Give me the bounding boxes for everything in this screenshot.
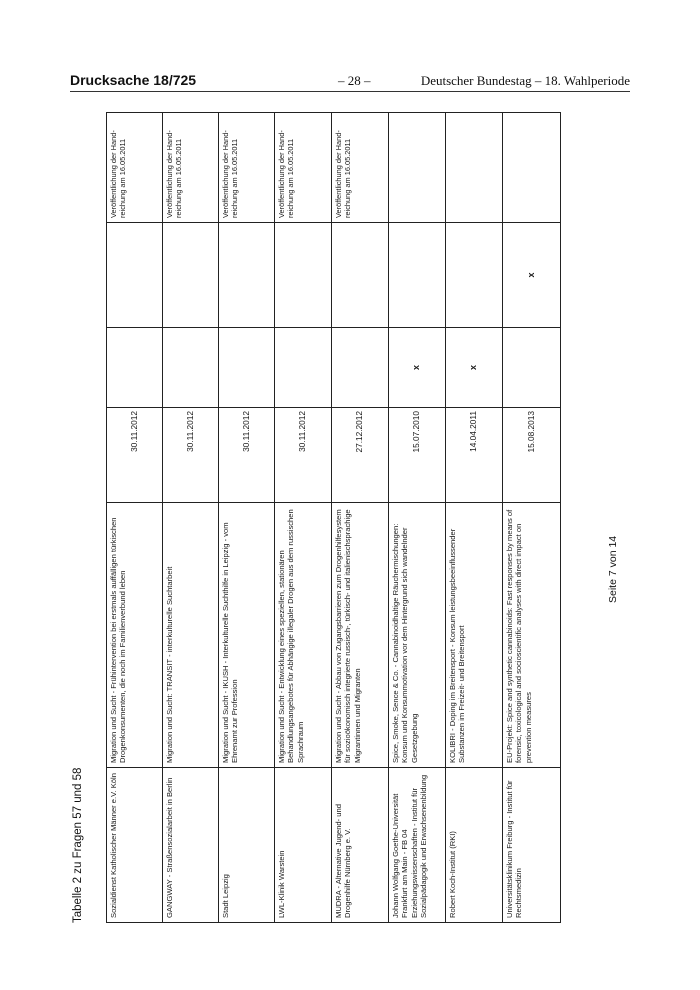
project-cell: Migration und Sucht - Abbau von Zugangsbarrieren zum Drogenhilfesystem für sozioökonomisch integrierte russisch-, türkisch- und italienischsprachige Migrantinnen und Migranten xyxy=(332,503,389,768)
institution-cell: Stadt Leipzig xyxy=(219,768,275,923)
mark-cell xyxy=(163,223,219,328)
mark-cell xyxy=(332,328,389,408)
project-cell: Migration und Sucht - Frühintervention bei erstmals auffälligen türkischen Drogenkonsumenten, die noch im Familienverbund leben xyxy=(107,503,163,768)
table-row xyxy=(275,113,332,923)
table-row xyxy=(389,113,446,923)
table-row xyxy=(446,113,503,923)
mark-cell xyxy=(332,223,389,328)
institution-cell: Universitätsklinikum Freiburg - Institut für Rechtsmedizin xyxy=(503,768,561,923)
institution-cell: LWL-Klinik Warstein xyxy=(275,768,332,923)
date-cell: 14.04.2011 xyxy=(446,408,503,503)
project-cell: Migration und Sucht - Entwicklung eines speziellen, stationären Behandlungsangebotes für Abhängige illegaler Drogen aus dem russischen Sprachraum xyxy=(275,503,332,768)
project-cell: Spice, Smoke, Sence & Co. - Cannabinoidhaltige Räuchermischungen: Konsum und Konsummotivation vor dem Hintergrund sich wandelnder Gesetzgebung xyxy=(389,503,446,768)
note-cell: Veröffentlichung der Hand-reichung am 16.05.2011 xyxy=(219,113,275,223)
institution-cell: Sozialdienst Katholischer Männer e.V. Köln xyxy=(107,768,163,923)
date-cell: 15.07.2010 xyxy=(389,408,446,503)
mark-cell xyxy=(389,223,446,328)
note-cell xyxy=(389,113,446,223)
date-cell: 30.11.2012 xyxy=(219,408,275,503)
table-row xyxy=(332,113,389,923)
note-cell xyxy=(446,113,503,223)
institution-cell: Robert Koch-Institut (RKI) xyxy=(446,768,503,923)
mark-cell xyxy=(275,223,332,328)
mark-cell xyxy=(107,328,163,408)
institution-cell: Johann Wolfgang Goethe-Universität Frankfurt am Main - FB 04 Erziehungswissenschaften - Institut für Sozialpädagogik und Erwachsenenbildung xyxy=(389,768,446,923)
table-row xyxy=(107,113,163,923)
institution-cell: MUDRA - Alternative Jugend- und Drogenhilfe Nürnberg e. V. xyxy=(332,768,389,923)
project-cell: KOLIBRI - Doping im Breitensport - Konsum leistungsbeeinflussender Substanzen im Freizeit- und Breitensport xyxy=(446,503,503,768)
table-row xyxy=(219,113,275,923)
date-cell: 30.11.2012 xyxy=(163,408,219,503)
table-row xyxy=(503,113,561,923)
publisher-label: Deutscher Bundestag – 18. Wahlperiode xyxy=(420,73,630,88)
date-cell: 27.12.2012 xyxy=(332,408,389,503)
note-cell: Veröffentlichung der Hand-reichung am 16.05.2011 xyxy=(107,113,163,223)
mark-cell: x xyxy=(389,328,446,408)
document-label: Drucksache 18/725 xyxy=(70,72,197,88)
project-cell: Migration und Sucht: TRANSIT - interkulturelle Suchtarbeit xyxy=(163,503,219,768)
page-footer: Seite 7 von 14 xyxy=(607,535,619,603)
mark-cell xyxy=(107,223,163,328)
date-cell: 30.11.2012 xyxy=(107,408,163,503)
note-cell: Veröffentlichung der Hand-reichung am 16.05.2011 xyxy=(163,113,219,223)
mark-cell: x xyxy=(503,223,561,328)
note-cell xyxy=(503,113,561,223)
page-number: – 28 – xyxy=(338,73,371,88)
note-cell: Veröffentlichung der Hand-reichung am 16.05.2011 xyxy=(332,113,389,223)
mark-cell xyxy=(219,223,275,328)
header-rule xyxy=(70,91,630,92)
mark-cell xyxy=(275,328,332,408)
mark-cell xyxy=(503,328,561,408)
mark-cell: x xyxy=(446,328,503,408)
project-cell: Migration und Sucht - IKUSH - Interkulturelle Suchthilfe in Leipzig - vom Ehrenamt zur Profession xyxy=(219,503,275,768)
mark-cell xyxy=(446,223,503,328)
mark-cell xyxy=(219,328,275,408)
page-header xyxy=(70,72,630,92)
date-cell: 15.08.2013 xyxy=(503,408,561,503)
table-title: Tabelle 2 zu Fragen 57 und 58 xyxy=(72,767,84,923)
scanned-table-page xyxy=(70,113,630,923)
project-cell: EU-Projekt: Spice and synthetic cannabinoids: Fast responses by means of forensic, toxicological and socioscientific analyses with direct impact on prevention measures xyxy=(503,503,561,768)
table-row xyxy=(163,113,219,923)
note-cell: Veröffentlichung der Hand-reichung am 16.05.2011 xyxy=(275,113,332,223)
project-table xyxy=(106,112,561,923)
mark-cell xyxy=(163,328,219,408)
date-cell: 30.11.2012 xyxy=(275,408,332,503)
institution-cell: GANGWAY - Straßensozialarbeit in Berlin xyxy=(163,768,219,923)
